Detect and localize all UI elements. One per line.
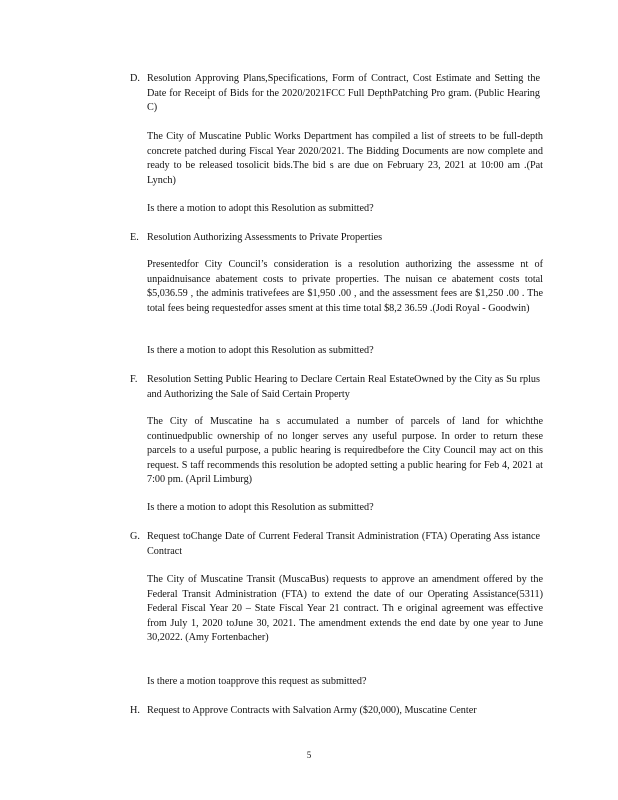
item-f-description: The City of Muscatine ha s accumulated a number of parcels of land for whichthe continuedpublic ownership of no longer serves any useful purpose. In order to return these parcels to a useful purpose, a public hearing is requiredbefore the City Council may act on this request. S taff recommends this resolution be adopted setting a public hearing for Feb 4, 2021 at 7:00 pm. (April Limburg) bbox=[147, 416, 543, 485]
item-f-title: Resolution Setting Public Hearing to Declare Certain Real EstateOwned by the City as Su rplus and Authorizing the Sale of Said Certain Property bbox=[147, 374, 540, 400]
item-d-description: The City of Muscatine Public Works Department has compiled a list of streets to be full-depth concrete patched during Fiscal Year 2020/2021. The Bidding Documents are now complete and ready to be released tosolicit bids.The bid s are due on February 23, 2021 at 10:00 am .(Pat Lynch) bbox=[147, 131, 543, 186]
item-e-description: Presentedfor City Council’s consideration is a resolution authorizing the assessme nt of unpaidnuisance abatement costs to private properties. The nuisan ce abatement costs total $5,036.59 , the adminis trativefees are $1,950 .00 , and the assessment fees are $1,250 .00 . The total fees being requestedfor asses sment at this time total $8,2 36.59 .(Jodi Royal - Goodwin) bbox=[147, 259, 543, 314]
item-d-heading bbox=[130, 72, 540, 116]
item-d-motion: Is there a motion to adopt this Resolution as submitted? bbox=[147, 203, 374, 214]
item-g-title: Request toChange Date of Current Federal Transit Administration (FTA) Operating Ass istance Contract bbox=[147, 531, 540, 557]
item-h-letter: H. bbox=[130, 705, 140, 716]
page-number: 5 bbox=[306, 750, 312, 760]
item-e-heading bbox=[130, 231, 540, 246]
item-g-description: The City of Muscatine Transit (MuscaBus) requests to approve an amendment offered by the Federal Transit Administration (FTA) to extend the date of our Operating Assistance(5311) Federal Fiscal Year 20 – State Fiscal Year 21 contract. Th e original agreement was effective from July 1, 2020 toJune 30, 2021. The amendment extends the end date by one year to June 30,2022. (Amy Fortenbacher) bbox=[147, 574, 543, 643]
item-g-heading bbox=[130, 530, 540, 559]
item-g-motion: Is there a motion toapprove this request as submitted? bbox=[147, 676, 367, 687]
item-e-letter: E. bbox=[130, 232, 139, 243]
item-f-letter: F. bbox=[130, 374, 138, 385]
item-h-title: Request to Approve Contracts with Salvation Army ($20,000), Muscatine Center bbox=[147, 705, 477, 716]
item-e-motion: Is there a motion to adopt this Resolution as submitted? bbox=[147, 345, 374, 356]
item-f-heading bbox=[130, 373, 540, 402]
item-g-letter: G. bbox=[130, 531, 140, 542]
item-f-motion: Is there a motion to adopt this Resolution as submitted? bbox=[147, 502, 374, 513]
item-h-heading bbox=[130, 704, 540, 719]
item-d-title: Resolution Approving Plans,Specifications, Form of Contract, Cost Estimate and Setting the Date for Receipt of Bids for the 2020/2021FCC Full DepthPatching Pro gram. (Public Hearing C) bbox=[147, 73, 540, 113]
item-e-title: Resolution Authorizing Assessments to Private Properties bbox=[147, 232, 383, 243]
item-d-letter: D. bbox=[130, 73, 140, 84]
